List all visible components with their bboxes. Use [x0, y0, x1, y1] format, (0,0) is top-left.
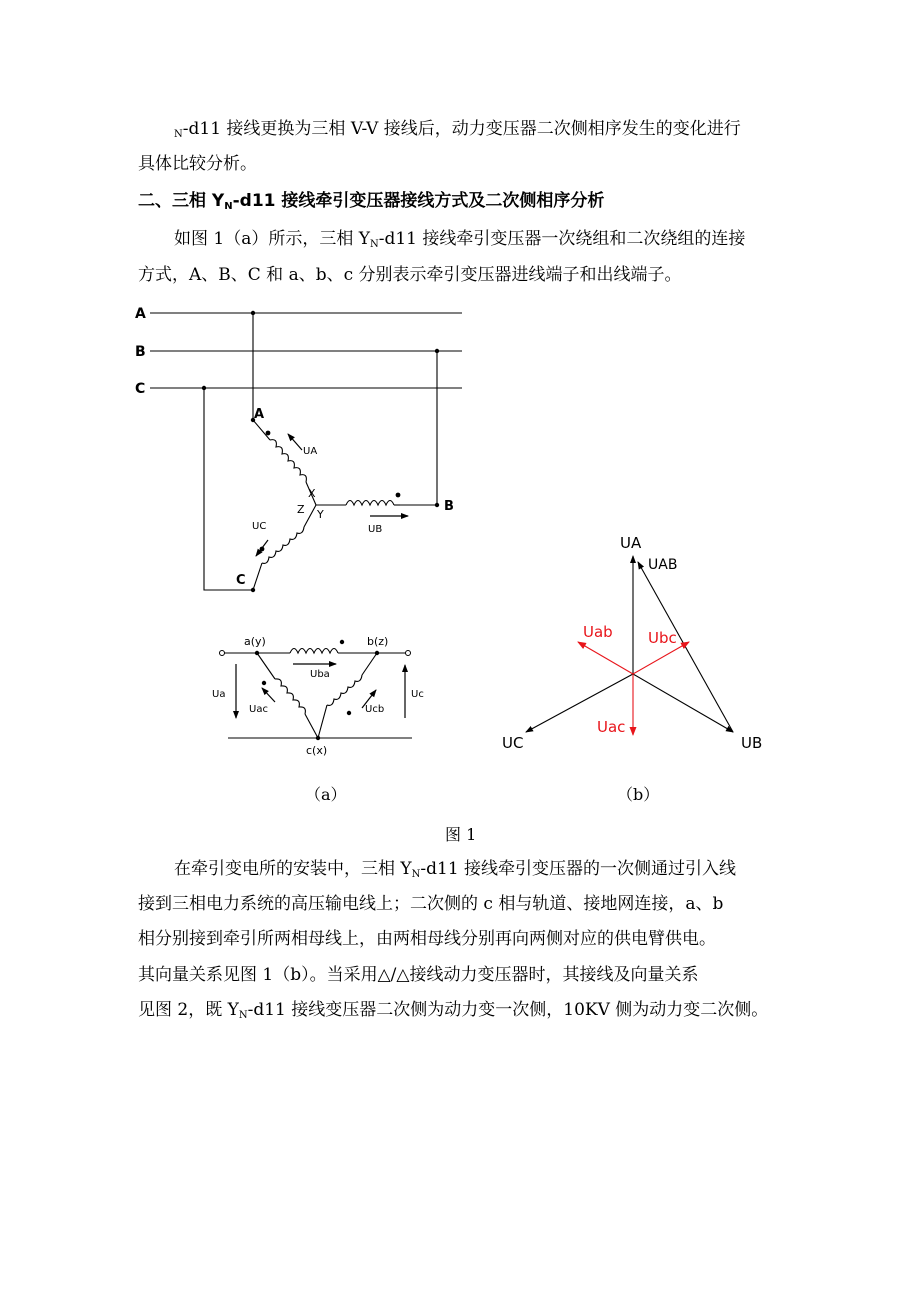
phasor-UAB: UAB [648, 557, 678, 573]
label-uC: UC [252, 521, 267, 532]
heading-sub: N [224, 201, 233, 212]
bus-lines [150, 313, 462, 388]
phasor-UB: UB [741, 734, 763, 752]
terminal-C: C [236, 573, 246, 588]
para3-line4: 其向量关系见图 1（b）。当采用△/△接线动力变压器时，其接线及向量关系 [138, 965, 699, 985]
label-uba: Uba [310, 669, 330, 680]
label-uA: UA [303, 446, 318, 457]
para3-line1 [174, 858, 736, 886]
phasor-black [526, 556, 733, 732]
para2-line1-suffix: -d11 接线牵引变压器一次绕组和二次绕组的连接 [378, 229, 746, 249]
delta-winding [222, 649, 412, 739]
label-ua: Ua [212, 689, 226, 700]
para1-line2: 具体比较分析。 [138, 154, 257, 174]
para2-line2: 方式，A、B、C 和 a、b、c 分别表示牵引变压器进线端子和出线端子。 [138, 265, 682, 285]
bus-label-A: A [135, 306, 146, 322]
para2-line1-prefix: 如图 1（a）所示，三相 Y [174, 229, 370, 249]
phasor-Uac: Uac [597, 718, 626, 736]
para1-line1-text: -d11 接线更换为三相 V-V 接线后，动力变压器二次侧相序发生的变化进行 [182, 119, 741, 139]
node-b: b(z) [367, 635, 389, 648]
para1-sub: N [174, 129, 183, 140]
para3-line5-suffix: -d11 接线变压器二次侧为动力变一次侧，10KV 侧为动力变二次侧。 [247, 1000, 769, 1020]
caption-b: （b） [617, 785, 660, 804]
delta-nodes [255, 640, 379, 740]
para3-line5 [138, 999, 768, 1027]
phasor-UA: UA [620, 534, 642, 552]
bus-label-B: B [135, 344, 146, 360]
para3-sub1: N [411, 869, 421, 880]
phasor-Ubc: Ubc [648, 629, 677, 647]
phasor-UC: UC [502, 734, 524, 752]
node-Z: Z [297, 503, 305, 516]
primary-voltage-arrows [256, 434, 408, 556]
bus-label-C: C [135, 381, 146, 397]
feed-wires [204, 313, 437, 590]
star-winding [253, 420, 400, 590]
para3-line1-suffix: -d11 接线牵引变压器的一次侧通过引入线 [420, 859, 737, 879]
label-uac: Uac [249, 704, 268, 715]
label-ucb: Ucb [365, 704, 385, 715]
terminal-B: B [444, 499, 454, 514]
heading-prefix: 二、三相 Y [138, 191, 225, 211]
label-uB: UB [368, 524, 383, 535]
para3-line5-prefix: 见图 2，既 Y [138, 1000, 239, 1020]
para3-sub2: N [238, 1010, 248, 1021]
node-X: X [308, 487, 316, 500]
label-uc: Uc [411, 689, 424, 700]
para3-line1-prefix: 在牵引变电所的安装中，三相 Y [174, 859, 412, 879]
para3-line2: 接到三相电力系统的高压输电线上；二次侧的 c 相与轨道、接地网连接，a、b [138, 894, 724, 914]
heading-suffix: -d11 接线牵引变压器接线方式及二次侧相序分析 [232, 191, 605, 211]
phasor-Uab: Uab [583, 623, 613, 641]
para2-sub: N [369, 239, 379, 250]
junction-dots [202, 311, 439, 592]
figure-title: 图 1 [445, 825, 477, 844]
para3-line3: 相分别接到牵引所两相母线上，由两相母线分别再向两侧对应的供电臂供电。 [138, 929, 716, 949]
caption-a: （a） [305, 785, 347, 804]
terminal-A: A [254, 407, 265, 422]
node-Y: Y [317, 508, 324, 521]
node-c: c(x) [306, 744, 328, 757]
node-a: a(y) [244, 635, 266, 648]
